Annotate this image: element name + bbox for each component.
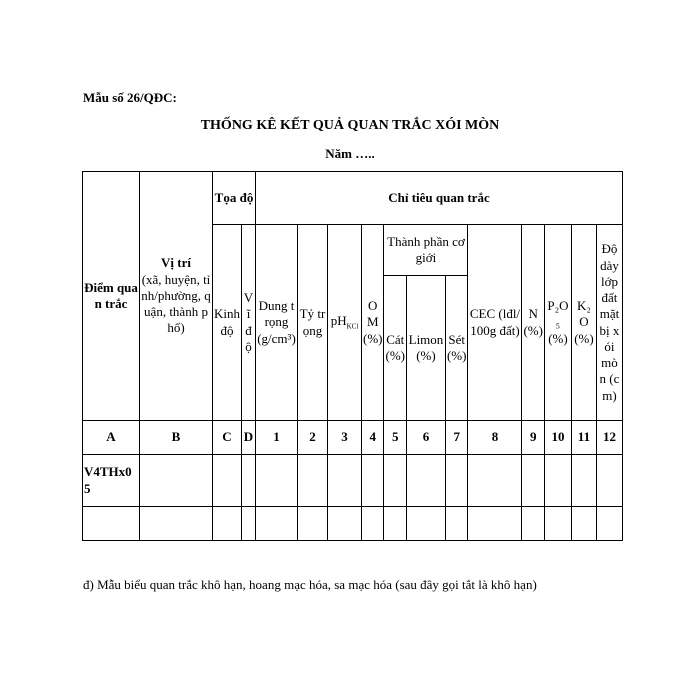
table-cell[interactable] (468, 507, 522, 541)
table-cell[interactable] (362, 507, 384, 541)
table-cell[interactable] (522, 507, 545, 541)
header-set: Sét (%) (445, 276, 467, 421)
code-cell: D (242, 421, 256, 455)
header-do-day: Độ dày lớp đất mặt bị xói mòn (cm) (596, 225, 622, 421)
erosion-statistics-table (82, 171, 623, 541)
header-ph-label: pH (330, 313, 347, 329)
code-cell: 11 (571, 421, 596, 455)
header-vi-tri-desc: (xã, huyện, tỉnh/phường, quận, thành phố) (141, 271, 211, 336)
code-cell: 1 (256, 421, 298, 455)
header-toa-do: Tọa độ (213, 172, 256, 225)
table-cell[interactable] (522, 455, 545, 507)
table-cell[interactable] (140, 507, 213, 541)
table-cell[interactable] (596, 455, 622, 507)
code-cell: 12 (596, 421, 622, 455)
table-cell[interactable] (328, 455, 362, 507)
code-cell: B (140, 421, 213, 455)
table-cell[interactable] (140, 455, 213, 507)
table-cell[interactable] (445, 507, 467, 541)
table-cell[interactable] (406, 455, 445, 507)
code-cell: 5 (384, 421, 406, 455)
code-cell: 3 (328, 421, 362, 455)
table-cell[interactable] (544, 455, 571, 507)
table-cell[interactable] (571, 455, 596, 507)
code-cell: 9 (522, 421, 545, 455)
table-cell[interactable] (242, 507, 256, 541)
header-vi-tri (140, 172, 213, 421)
code-cell: 6 (406, 421, 445, 455)
year-line: Năm ….. (325, 146, 375, 161)
header-dung-trong: Dung trọng (g/cm³) (256, 225, 298, 421)
table-cell[interactable] (213, 507, 242, 541)
table-cell[interactable] (384, 507, 406, 541)
page-title: THỐNG KÊ KẾT QUẢ QUAN TRẮC XÓI MÒN (200, 118, 500, 133)
table-cell[interactable]: V4THx05 (83, 455, 140, 507)
table-cell[interactable] (328, 507, 362, 541)
code-cell: 2 (298, 421, 328, 455)
header-p2o5: P₂O₅ (%) (544, 225, 571, 421)
table-cell[interactable] (242, 455, 256, 507)
header-ph-sub: KCl (346, 322, 359, 331)
table-cell[interactable] (445, 455, 467, 507)
header-n: N (%) (522, 225, 545, 421)
table-cell[interactable] (468, 455, 522, 507)
table-cell[interactable] (596, 507, 622, 541)
form-number: Mẫu số 26/QĐC: (83, 90, 177, 105)
table-cell[interactable] (298, 507, 328, 541)
code-cell: C (213, 421, 242, 455)
table-cell[interactable] (362, 455, 384, 507)
header-chi-tieu: Chỉ tiêu quan trắc (256, 172, 623, 225)
header-cat: Cát (%) (384, 276, 406, 421)
table-cell[interactable] (256, 507, 298, 541)
header-vi-tri-title: Vị trí (161, 255, 191, 271)
code-cell: 10 (544, 421, 571, 455)
header-ph (328, 225, 362, 421)
code-cell: 8 (468, 421, 522, 455)
header-om: OM (%) (362, 225, 384, 421)
table-cell[interactable] (406, 507, 445, 541)
header-vi-do: Vĩ độ (242, 225, 256, 421)
header-limon: Limon (%) (406, 276, 445, 421)
table-cell[interactable] (298, 455, 328, 507)
header-thanh-phan: Thành phần cơ giới (384, 225, 468, 276)
footnote: đ) Mẫu biểu quan trắc khô hạn, hoang mạc hóa, sa mạc hóa (sau đây gọi tắt là khô hạn) (83, 577, 537, 592)
table-cell[interactable] (384, 455, 406, 507)
table-cell[interactable] (83, 507, 140, 541)
header-diem-quan-trac: Điểm quan trắc (83, 172, 140, 421)
table-row (83, 455, 623, 507)
header-k2o: K₂O (%) (571, 225, 596, 421)
header-ty-trong: Tỷ trọng (298, 225, 328, 421)
code-cell: 7 (445, 421, 467, 455)
code-cell: 4 (362, 421, 384, 455)
table-cell[interactable] (571, 507, 596, 541)
code-cell: A (83, 421, 140, 455)
table-cell[interactable] (256, 455, 298, 507)
table-row (83, 507, 623, 541)
table-cell[interactable] (544, 507, 571, 541)
table-cell[interactable] (213, 455, 242, 507)
header-cec: CEC (lđl/100g đất) (468, 225, 522, 421)
code-row (83, 421, 623, 455)
header-kinh-do: Kinh độ (213, 225, 242, 421)
